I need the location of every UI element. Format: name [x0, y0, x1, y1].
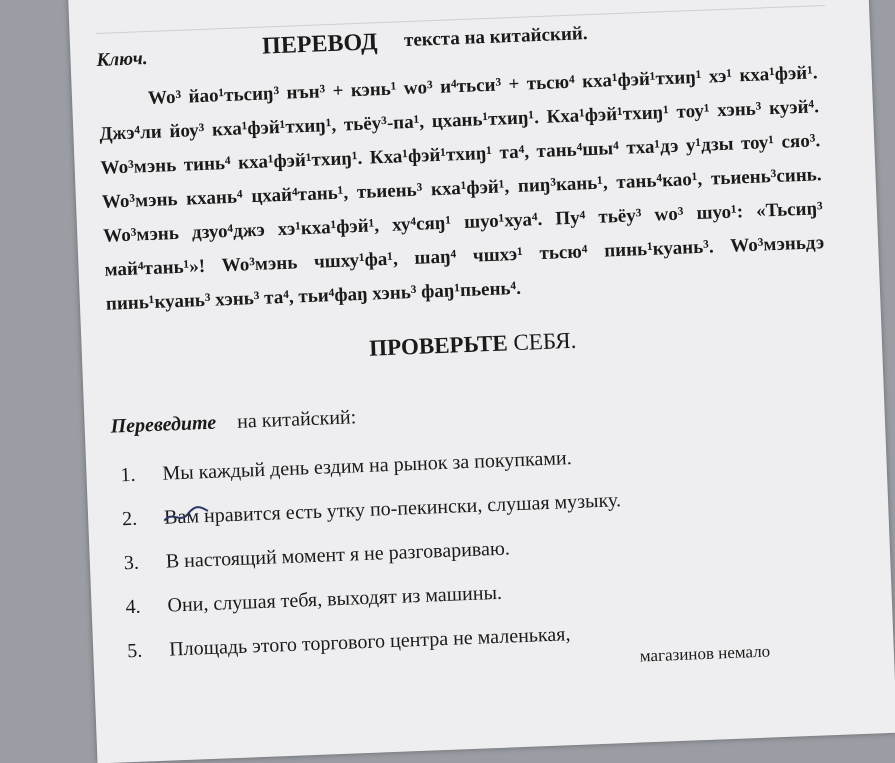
item-text: Мы каждый день ездим на рынок за покупками. [162, 447, 573, 485]
translate-rest: на китайский: [236, 406, 357, 433]
translate-instruction [110, 388, 840, 439]
item-number: 3. [123, 551, 140, 575]
item-number: 1. [120, 463, 136, 487]
check-yourself-heading [108, 318, 838, 372]
exercise-list [112, 431, 850, 679]
item-number: 5. [126, 639, 143, 663]
page-content [95, 0, 850, 678]
check-heading-rest: СЕБЯ. [512, 327, 577, 356]
item-number: 4. [125, 595, 141, 619]
check-heading-main: ПРОВЕРЬТЕ [368, 330, 509, 361]
struck-word [164, 505, 200, 529]
item-continuation: магазинов немалo [639, 641, 771, 666]
item-text: В настоящий момент я не разговариваю. [165, 537, 511, 573]
document-page [68, 0, 895, 763]
key-paragraph: Wo³ йао¹тьсиŋ³ нън³ + кэнь¹ wo³ и⁴тьси³ + тьсю⁴ кха¹фэй¹тхиŋ¹ хэ¹ кха¹фэй¹. Джэ⁴ли йоу³ кха¹фэй¹тхиŋ¹, тьёу³-па¹, цхань¹тхиŋ¹. Кха¹фэй¹тхиŋ¹ тоу¹ хэнь³ куэй⁴. Wo³мэнь тинь⁴ кха¹фэй¹тхиŋ¹. Кха¹фэй¹тхиŋ¹ та⁴, тань⁴шы⁴ тха¹дэ у¹дзы тоу¹ сяо³. Wo³мэнь кхань⁴ цхай⁴тань¹, тьиень³ кха¹фэй¹, пиŋ³кань¹, тань⁴као¹, тьиень³синь. Wo³мэнь дзуо⁴джэ хэ¹кха¹фэй¹, ху⁴сяŋ¹ шуо¹хуа⁴. Пу⁴ тьёу³ wo³ шуо¹: «Тьсиŋ³ май⁴тань¹»! Wo³мэнь чшху¹фа¹, шаŋ⁴ чшхэ¹ тьсю⁴ пинь¹куань³. Wo³мэньдэ пинь¹куань³ хэнь³ та⁴, тьи⁴фаŋ хэнь³ фаŋ¹пьень⁴. [99, 62, 825, 315]
page-title: ПЕРЕВОД [261, 29, 378, 60]
item-number: 2. [121, 507, 138, 531]
key-label: Ключ. [96, 48, 148, 71]
handwritten-strike-mark [162, 501, 213, 533]
item-text: нравится есть утку по-пекински, слушая музыку. [203, 489, 622, 528]
item-text: Они, слушая тебя, выходят из машины. [167, 581, 503, 617]
item-text: Площадь этого торгового центра не маленькая, [168, 623, 571, 661]
translate-label: Переведите [110, 411, 217, 438]
struck-word-text: Вам [163, 505, 200, 529]
page-title-rest: текста на китайский. [403, 23, 588, 52]
